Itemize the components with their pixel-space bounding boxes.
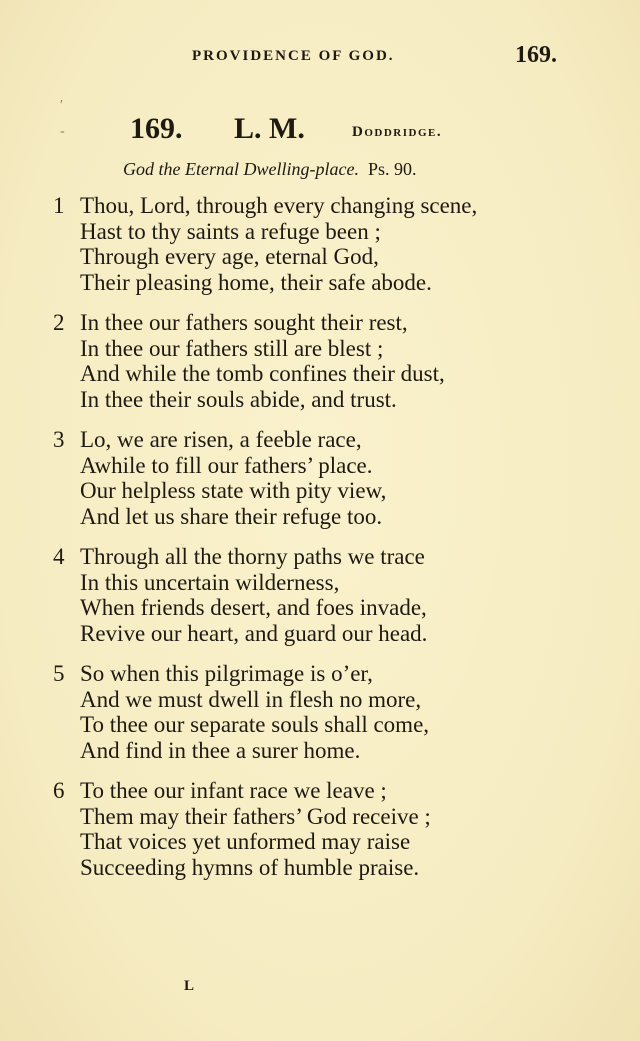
- stanza-number: 2: [53, 310, 65, 335]
- verse-line: To thee our separate souls shall come,: [80, 712, 430, 737]
- stanza-number: 5: [53, 661, 65, 686]
- stanza: [0, 310, 640, 412]
- verse-line: And while the tomb confines their dust,: [80, 361, 445, 386]
- verse-line: In thee our fathers still are blest ;: [80, 335, 384, 361]
- hymn-number: 169.: [130, 112, 183, 145]
- verse-line: Revive our heart, and guard our head.: [80, 620, 428, 646]
- signature-mark: L: [184, 978, 195, 994]
- verse-line: When friends desert, and foes invade,: [80, 595, 427, 620]
- ink-speck: ′: [60, 98, 64, 113]
- stanza-number: 1: [53, 193, 65, 218]
- scripture-reference: Ps. 90.: [367, 159, 417, 179]
- verse-line: Our helpless state with pity view,: [80, 478, 387, 503]
- verse-line: Thou, Lord, through every changing scene,: [80, 193, 478, 218]
- verse-line: And let us share their refuge too.: [80, 503, 383, 529]
- page-number: 169.: [515, 42, 557, 68]
- hymn-header: [0, 112, 640, 152]
- verse-line: In thee their souls abide, and trust.: [80, 386, 397, 412]
- stanza: [0, 778, 640, 880]
- verse-line: Hast to thy saints a refuge been ;: [80, 218, 381, 244]
- verse-line: Lo, we are risen, a feeble race,: [80, 427, 362, 452]
- ink-speck: -: [60, 124, 65, 139]
- stanzas: [0, 193, 640, 895]
- running-head: [0, 40, 640, 80]
- stanza-number: 6: [53, 778, 65, 803]
- verse-line: Through all the thorny paths we trace: [80, 544, 425, 569]
- stanza-number: 4: [53, 544, 65, 569]
- hymn-title: God the Eternal Dwelling-place.: [123, 159, 359, 179]
- stanza: [0, 544, 640, 646]
- stanza-number: 3: [53, 427, 65, 452]
- stanza: [0, 193, 640, 295]
- verse-line: In this uncertain wilderness,: [80, 569, 340, 595]
- hymn-meter: L. M.: [234, 112, 305, 145]
- verse-line: In thee our fathers sought their rest,: [80, 310, 408, 335]
- verse-line: Their pleasing home, their safe abode.: [80, 269, 432, 295]
- verse-line: To thee our infant race we leave ;: [80, 778, 387, 803]
- verse-line: Through every age, eternal God,: [80, 244, 379, 269]
- running-title: PROVIDENCE OF GOD.: [192, 48, 395, 64]
- hymn-subtitle: [123, 159, 416, 180]
- verse-line: Awhile to fill our fathers’ place.: [80, 452, 373, 478]
- verse-line: And find in thee a surer home.: [80, 737, 361, 763]
- verse-line: So when this pilgrimage is o’er,: [80, 661, 373, 686]
- verse-line: Them may their fathers’ God receive ;: [80, 803, 431, 829]
- stanza: [0, 427, 640, 529]
- hymn-author: Doddridge.: [352, 124, 443, 140]
- verse-line: And we must dwell in flesh no more,: [80, 686, 422, 712]
- verse-line: Succeeding hymns of humble praise.: [80, 854, 420, 880]
- verse-line: That voices yet unformed may raise: [80, 829, 411, 854]
- stanza: [0, 661, 640, 763]
